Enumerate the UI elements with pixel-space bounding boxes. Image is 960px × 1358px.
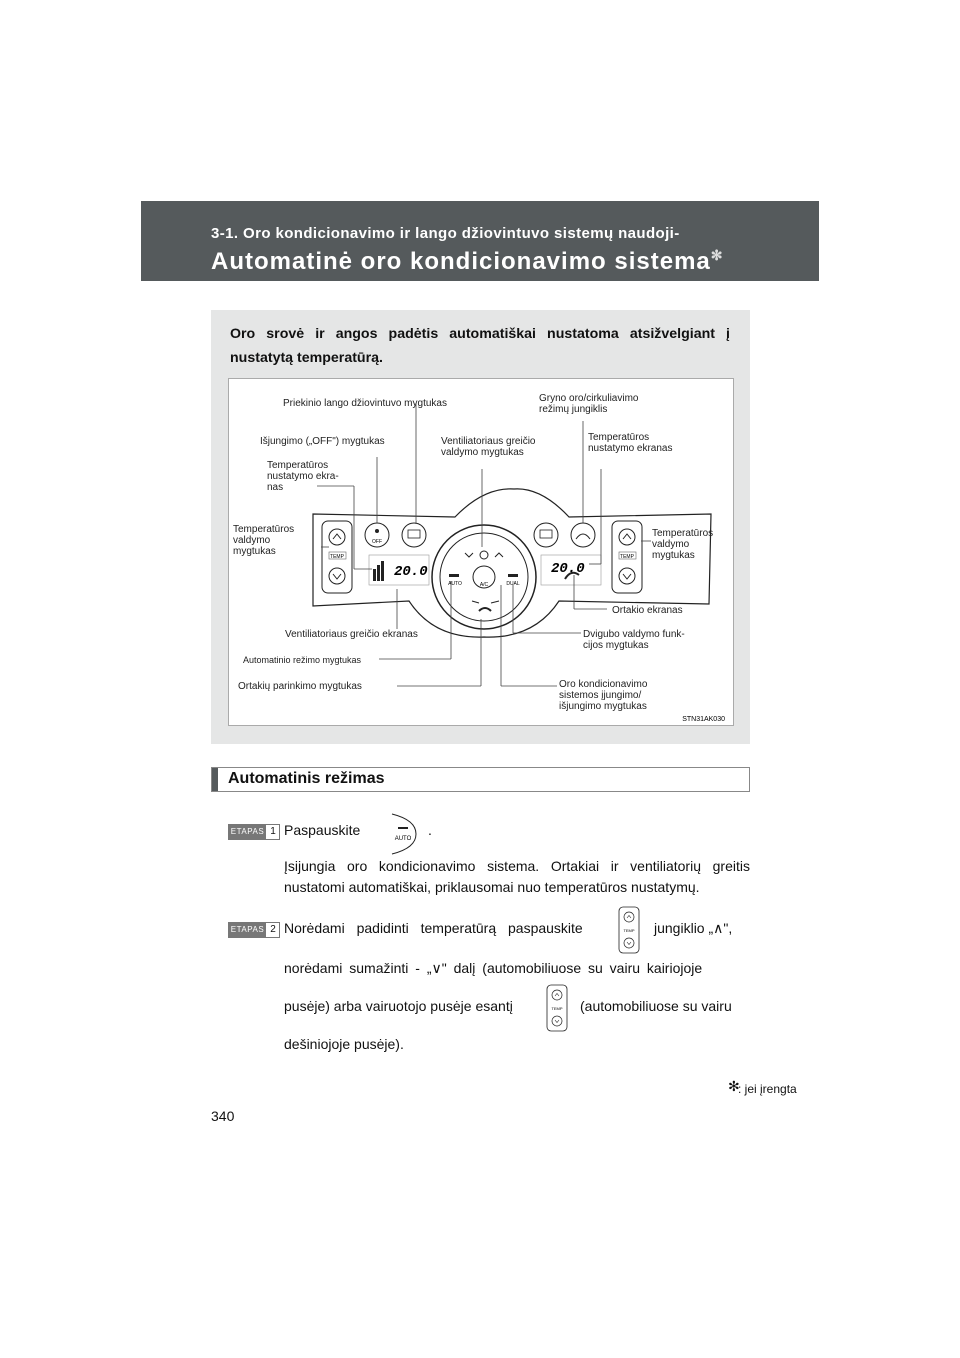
ac-text: A/C [479,582,489,588]
label-temp-ctrl-r2: valdymo [652,539,690,550]
temp-text-left: TEMP [330,554,344,560]
control-panel-diagram [228,378,734,726]
step-1-note: Įsijungia oro kondicionavimo sistema. Ortakiai ir ventiliatorių greitis nustatomi automatiškai, priklausomai nuo temperatūros nustatymų. [284,858,750,895]
footnote-mark: ✻ [728,1078,740,1094]
step-2-line4: dešiniojoje pusėje). [284,1036,404,1052]
temp-switch-icon-2 [546,984,568,1032]
step-badge-number: 2 [267,923,279,937]
step-1-badge [228,824,280,840]
step-1-suffix: . [428,822,432,838]
temp-readout-right: 20.0 [551,561,585,577]
temp-switch-icon-1 [618,906,640,954]
label-vent-display: Ortakio ekranas [612,605,683,616]
page-title-text: Automatinė oro kondicionavimo sistema [211,248,711,275]
off-text: OFF [372,539,382,545]
step-badge-label: ETAPAS [229,825,266,839]
label-temp-display-l3: nas [267,482,284,493]
label-temp-ctrl-r3: mygtukas [652,550,695,561]
label-dual-1: Dvigubo valdymo funk- [583,629,685,640]
page-number: 340 [211,1108,235,1124]
page-title [211,247,723,276]
label-vent-select: Ortakių parinkimo mygtukas [238,681,362,692]
section-heading-text: Automatinis režimas [228,770,385,787]
step-2-line2: norėdami sumažinti - „∨" dalį (automobiliuose su vairu kairiojoje [284,960,703,976]
temp-text-right: TEMP [620,554,634,560]
step-badge-label: ETAPAS [229,923,266,937]
label-temp-ctrl-l3: mygtukas [233,546,276,557]
section-heading [211,767,750,792]
temp-readout-left: 20.0 [394,564,428,580]
figure-code: STN31AK030 [682,716,725,723]
title-mark: ✻ [710,247,724,263]
temp-icon-text-1: TEMP [623,928,635,933]
label-fan-display: Ventiliatoriaus greičio ekranas [285,629,418,640]
label-temp-display-r1: Temperatūros [588,432,650,443]
auto-button-icon [386,812,422,856]
label-temp-ctrl-r1: Temperatūros [652,528,714,539]
label-fan-speed-2: valdymo mygtukas [441,447,524,458]
step-badge-number: 1 [267,825,279,839]
label-temp-display-r2: nustatymo ekranas [588,443,673,454]
step-2-line1b: jungiklio „∧", [654,920,733,936]
step-2-line3a: pusėje) arba vairuotojo pusėje esantį [284,998,513,1014]
intro-text: Oro srovė ir angos padėtis automatiškai nustatoma atsižvelgiant į nustatytą temperatūrą. [230,326,730,366]
section-stripe [212,768,218,791]
label-dual-2: cijos mygtukas [583,640,649,651]
step-2-badge [228,922,280,938]
label-defroster: Priekinio lango džiovintuvo mygtukas [283,398,447,409]
label-fan-speed-1: Ventiliatoriaus greičio [441,436,536,447]
label-ac-1: Oro kondicionavimo [559,679,648,690]
auto-icon-text: AUTO [394,836,412,842]
label-temp-ctrl-l1: Temperatūros [233,524,295,535]
temp-icon-text-2: TEMP [551,1006,563,1011]
auto-text: AUTO [448,581,462,587]
label-temp-display-l2: nustatymo ekra- [267,471,339,482]
label-off-button: Išjungimo („OFF") mygtukas [260,436,385,447]
label-temp-ctrl-l2: valdymo [233,535,271,546]
label-fresh-air-1: Gryno oro/cirkuliavimo [539,393,639,404]
label-fresh-air-2: režimų jungiklis [539,404,608,415]
step-1-prefix: Paspauskite [284,822,361,838]
label-temp-display-l1: Temperatūros [267,460,329,471]
label-ac-2: sistemos įjungimo/ [559,690,642,701]
dual-text: DUAL [506,581,520,587]
label-auto-mode: Automatinio režimo mygtukas [243,655,362,665]
label-ac-3: išjungimo mygtukas [559,701,647,712]
section-title: 3-1. Oro kondicionavimo ir lango džiovintuvo sistemų naudoji- [211,225,680,242]
step-2-line3b: (automobiliuose su vairu [580,998,732,1014]
footnote: : jei įrengta [738,1082,797,1096]
chapter-header [141,201,819,281]
step-2-line1a: Norėdami padidinti temperatūrą paspauskite [284,920,583,936]
